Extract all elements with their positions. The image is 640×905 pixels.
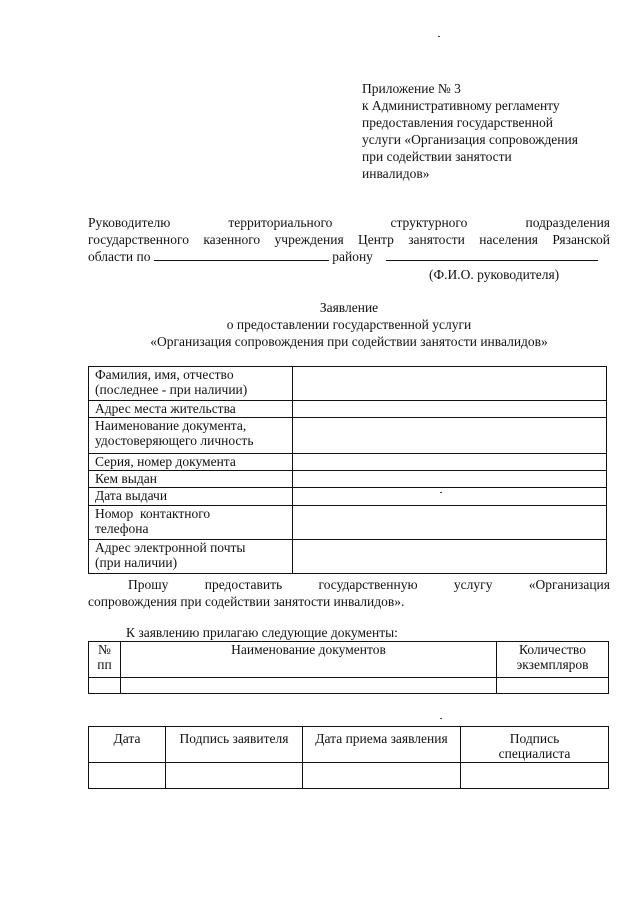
date-cell[interactable] xyxy=(89,763,166,789)
doc-name-cell[interactable] xyxy=(121,678,497,694)
applicant-info-table xyxy=(88,366,607,574)
column-header-quantity xyxy=(497,642,609,678)
addressee-region-label: области по xyxy=(88,249,151,264)
doc-number-cell[interactable] xyxy=(89,678,121,694)
table-row xyxy=(89,763,609,789)
table-row xyxy=(89,540,607,574)
info-label xyxy=(89,367,293,401)
table-row xyxy=(89,367,607,401)
head-name-hint: (Ф.И.О. руководителя) xyxy=(429,267,560,282)
addressee-district-row xyxy=(88,248,610,265)
document-number-field[interactable] xyxy=(293,454,607,471)
info-label-text: Наименование документа, xyxy=(95,418,247,433)
header-text: специалиста xyxy=(498,746,571,761)
specialist-signature-cell[interactable] xyxy=(461,763,609,789)
table-row xyxy=(89,488,607,506)
scan-speck xyxy=(440,492,442,493)
receipt-date-cell[interactable] xyxy=(303,763,461,789)
info-label-text: (при наличии) xyxy=(95,555,178,570)
appendix-line: предоставления государственной xyxy=(362,115,553,130)
request-line: Прошу предоставить государственную услугу «Организация xyxy=(128,577,610,592)
header-text: № xyxy=(98,642,111,657)
info-label-text: удостоверяющего личность xyxy=(95,433,254,448)
issue-date-field[interactable] xyxy=(293,488,607,506)
column-header-number xyxy=(89,642,121,678)
table-row xyxy=(89,454,607,471)
header-text: пп xyxy=(97,657,112,672)
table-row xyxy=(89,471,607,488)
table-header-row xyxy=(89,727,609,763)
district-field[interactable] xyxy=(154,248,329,261)
head-name-field[interactable] xyxy=(386,248,598,261)
column-header-date: Дата xyxy=(89,727,166,763)
info-label: Адрес места жительства xyxy=(89,401,293,418)
appendix-line: инвалидов» xyxy=(362,166,430,181)
address-field[interactable] xyxy=(293,401,607,418)
application-title xyxy=(88,299,610,350)
title-line: о предоставлении государственной услуги xyxy=(226,317,472,332)
table-header-row xyxy=(89,642,609,678)
header-text: экземпляров xyxy=(516,657,589,672)
table-row xyxy=(89,506,607,540)
table-row xyxy=(89,678,609,694)
info-label-text: телефона xyxy=(95,521,149,536)
info-label-text: Адрес электронной почты xyxy=(95,540,246,555)
column-header-specialist-signature xyxy=(461,727,609,763)
phone-field[interactable] xyxy=(293,506,607,540)
id-document-field[interactable] xyxy=(293,418,607,454)
header-text: Количество xyxy=(519,642,586,657)
addressee-district-label: району xyxy=(332,249,373,264)
info-label-text: (последнее - при наличии) xyxy=(95,382,248,397)
title-line: Заявление xyxy=(319,300,379,315)
applicant-signature-cell[interactable] xyxy=(166,763,303,789)
info-label-text: Номор контактного xyxy=(95,506,211,521)
column-header-receipt-date: Дата приема заявления xyxy=(303,727,461,763)
info-label-text: Фамилия, имя, отчество xyxy=(95,367,234,382)
doc-quantity-cell[interactable] xyxy=(497,678,609,694)
table-row xyxy=(89,401,607,418)
request-paragraph xyxy=(88,576,610,610)
addressee-line: Руководителю территориального структурного подразделения xyxy=(88,215,610,230)
appendix-line: к Административному регламенту xyxy=(362,98,560,113)
info-label xyxy=(89,540,293,574)
addressee-line: государственного казенного учреждения Центр занятости населения Рязанской xyxy=(88,232,610,247)
email-field[interactable] xyxy=(293,540,607,574)
column-header-doc-name: Наименование документов xyxy=(121,642,497,678)
appendix-line: Приложение № 3 xyxy=(362,81,461,96)
info-label xyxy=(89,418,293,454)
info-label: Серия, номер документа xyxy=(89,454,293,471)
info-label: Дата выдачи xyxy=(89,488,293,506)
attachments-intro: К заявлению прилагаю следующие документы: xyxy=(126,625,398,640)
signature-table xyxy=(88,726,609,789)
appendix-header xyxy=(362,80,622,182)
title-line: «Организация сопровождения при содействии занятости инвалидов» xyxy=(150,334,548,349)
appendix-line: услуги «Организация сопровождения xyxy=(362,132,578,147)
issued-by-field[interactable] xyxy=(293,471,607,488)
table-row xyxy=(89,418,607,454)
documents-table xyxy=(88,641,609,694)
header-text: Подпись xyxy=(509,731,560,746)
info-label: Кем выдан xyxy=(89,471,293,488)
full-name-field[interactable] xyxy=(293,367,607,401)
scan-speck xyxy=(438,36,440,37)
column-header-applicant-signature: Подпись заявителя xyxy=(166,727,303,763)
request-line: сопровождения при содействии занятости инвалидов». xyxy=(88,594,405,609)
appendix-line: при содействии занятости xyxy=(362,149,512,164)
info-label xyxy=(89,506,293,540)
scan-speck xyxy=(440,718,442,719)
addressee-block xyxy=(88,214,610,265)
